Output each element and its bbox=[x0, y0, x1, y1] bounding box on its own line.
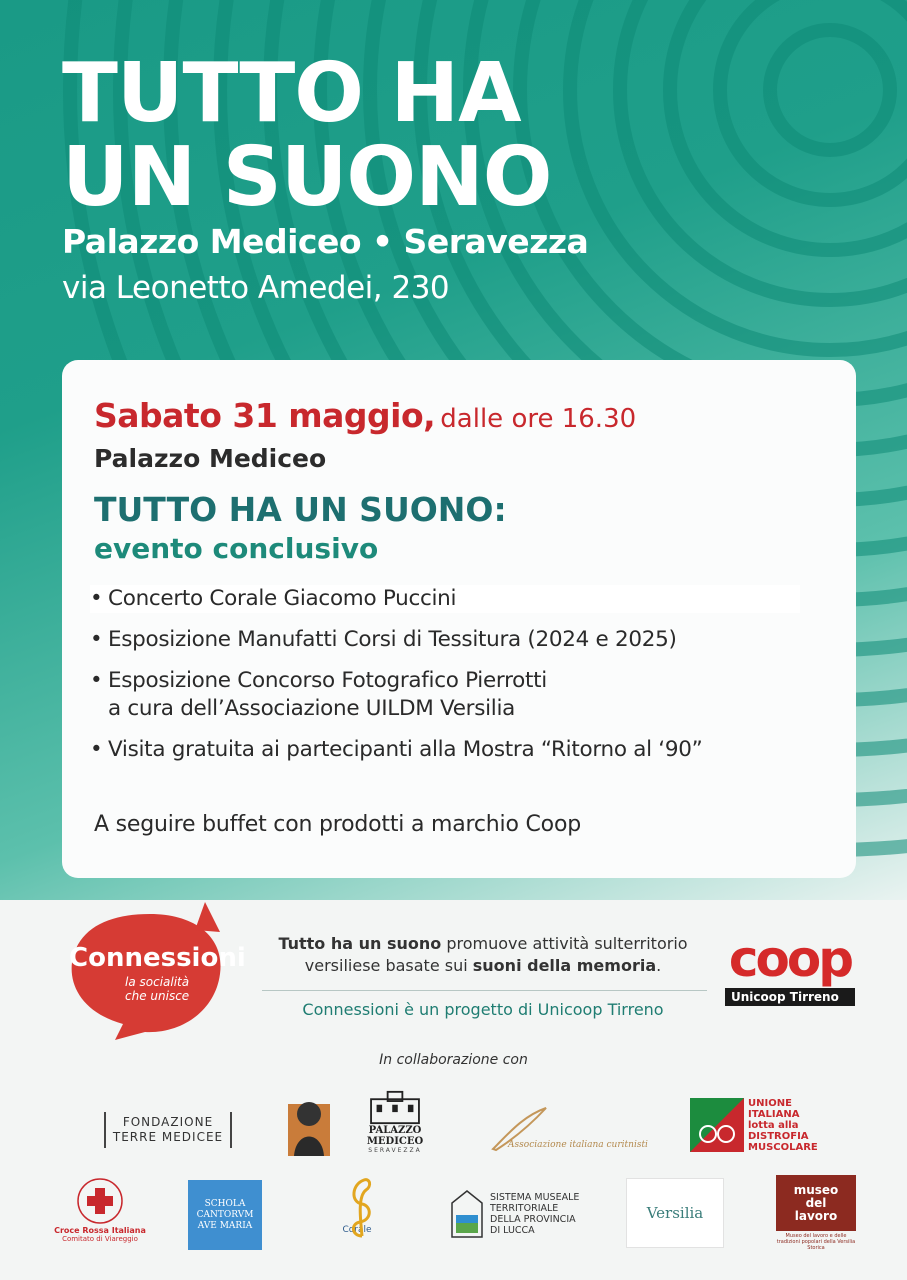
program-list bbox=[90, 585, 850, 777]
building-icon bbox=[365, 1090, 425, 1125]
bullet-icon: • bbox=[90, 586, 103, 611]
event-title: TUTTO HA UN SUONO: bbox=[94, 490, 507, 529]
bullet-icon: • bbox=[90, 668, 103, 693]
bullet-icon: • bbox=[90, 737, 103, 762]
location-subtitle: Palazzo Mediceo • Seravezza bbox=[62, 222, 589, 261]
versilia-logo: Versilia bbox=[626, 1178, 724, 1248]
sistema-museale-logo: SISTEMA MUSEALE TERRITORIALE DELLA PROVINCIA DI LUCCA bbox=[450, 1186, 580, 1242]
project-credit: Connessioni è un progetto di Unicoop Tirreno bbox=[302, 1000, 664, 1019]
palazzo-mediceo-logo: PALAZZO MEDICEO SERAVEZZA bbox=[350, 1090, 440, 1154]
bust-icon bbox=[286, 1090, 332, 1156]
bullet-icon: • bbox=[90, 627, 103, 652]
svg-text:che unisce: che unisce bbox=[125, 989, 190, 1003]
corale-logo: Corale bbox=[302, 1176, 412, 1244]
red-cross-icon bbox=[75, 1176, 125, 1226]
title-line-2: UN SUONO bbox=[62, 130, 552, 225]
divider bbox=[262, 990, 707, 991]
list-item: • Concerto Corale Giacomo Puccini bbox=[90, 585, 800, 613]
promo-text: Tutto ha un suono promuove attività sulterritorio versiliese basate sui suoni della memoria. bbox=[278, 934, 688, 975]
list-item: • Esposizione Manufatti Corsi di Tessitura (2024 e 2025) bbox=[90, 627, 677, 652]
event-time: dalle ore 16.30 bbox=[440, 404, 637, 434]
uildm-logo: UNIONE ITALIANA lotta alla DISTROFIA MUSCOLARE bbox=[690, 1096, 808, 1154]
event-card bbox=[62, 360, 856, 878]
event-venue: Palazzo Mediceo bbox=[94, 444, 327, 473]
coop-wordmark: coop bbox=[728, 930, 852, 988]
schola-cantorum-logo: SCHOLA CANTORVM AVE MARIA bbox=[188, 1180, 262, 1250]
unicoop-label: Unicoop Tirreno bbox=[725, 988, 855, 1006]
poster-title bbox=[62, 46, 552, 225]
svg-text:la socialità: la socialità bbox=[125, 975, 190, 989]
museo-lavoro-logo: museo del lavoro Museo del lavoro e delle tradizioni popolari della Versilia Storica bbox=[776, 1175, 856, 1255]
treble-clef-icon bbox=[342, 1176, 382, 1240]
event-date: Sabato 31 maggio, bbox=[94, 396, 436, 435]
coop-logo bbox=[725, 932, 855, 1006]
title-line-1: TUTTO HA bbox=[62, 46, 521, 141]
associazione-logo: Associazione italiana curitnisti bbox=[478, 1100, 648, 1160]
address: via Leonetto Amedei, 230 bbox=[62, 270, 450, 306]
connessioni-logo bbox=[55, 902, 255, 1042]
croce-rossa-logo: Croce Rossa Italiana Comitato di Viareggio bbox=[40, 1168, 160, 1250]
feather-icon bbox=[488, 1104, 548, 1154]
collaboration-heading: In collaborazione con bbox=[379, 1052, 528, 1068]
buffet-note: A seguire buffet con prodotti a marchio Coop bbox=[94, 812, 581, 837]
list-item: • Esposizione Concorso Fotografico Pierrotti a cura dell’Associazione UILDM Versilia bbox=[90, 668, 547, 721]
museum-icon bbox=[450, 1189, 484, 1239]
date-line bbox=[94, 396, 636, 435]
uildm-mark-icon bbox=[690, 1098, 744, 1152]
fondazione-logo: FONDAZIONE TERRE MEDICEE bbox=[104, 1112, 232, 1148]
connessioni-name: Connessioni bbox=[69, 943, 246, 973]
event-subtitle: evento conclusivo bbox=[94, 532, 379, 565]
list-item: • Visita gratuita ai partecipanti alla Mostra “Ritorno al ‘90” bbox=[90, 737, 703, 762]
